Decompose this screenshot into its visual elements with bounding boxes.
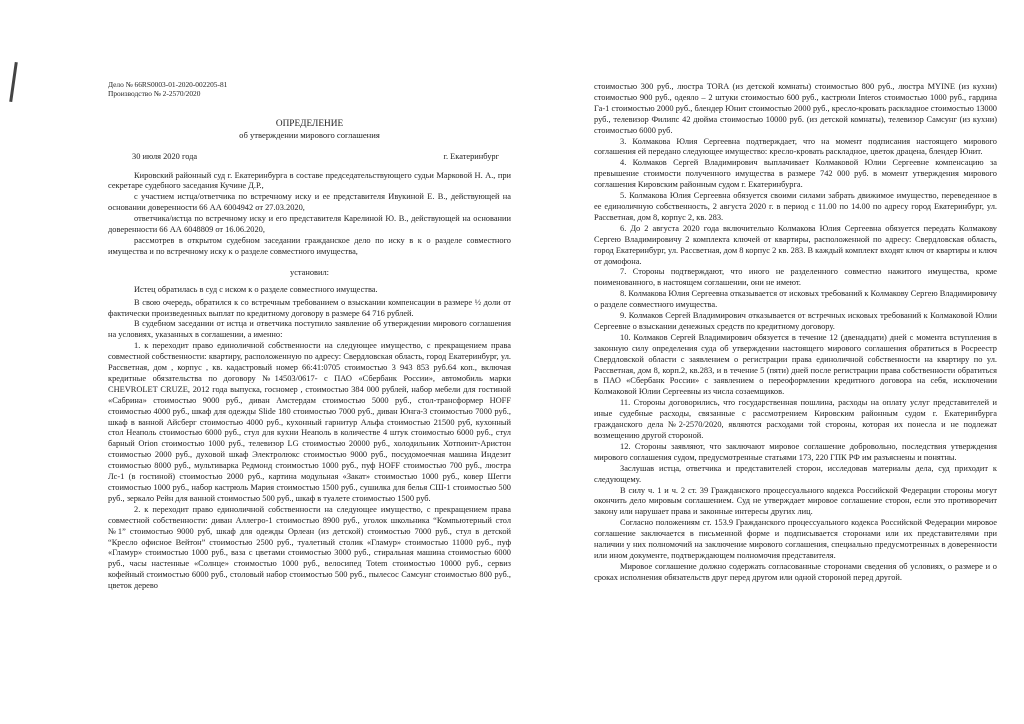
term-2-continuation: стоимостью 300 руб., люстра TORA (из детской комнаты) стоимостью 800 руб., люстра MYINE (из кухни) стоимостью 900 руб., одеяло – 2 штуки стоимостью 600 руб., кастрюли Interos стоимостью 1000 руб., гардина Га-1 стоимостью 2000 руб., блендер Юнит стоимостью 2000 руб., кресло-кровать раскладное стоимостью 13000 руб., телевизор Филипс 42 дюйма стоимостью 10000 руб. (из детской комнаты), телевизор Самсунг (из кухни) стоимостью 6000 руб. (594, 82, 997, 135)
defendant-representation: ответчика/истца по встречному иску и его представителя Карелиной Ю. В., действующей на основании доверенности 66 АА 6048809 от 16.06.2020, (108, 214, 511, 235)
document-subtitle: об утверждении мирового соглашения (239, 129, 380, 140)
settlement-content-paragraph: Мировое соглашение должно содержать согласованные сторонами сведения об условиях, о размере и о сроках исполнения обязательств друг перед другом или одной стороной перед другой. (594, 561, 997, 582)
section-heading: установил: (290, 267, 329, 277)
page-right (594, 82, 997, 584)
law-article-39-paragraph: В силу ч. 1 и ч. 2 ст. 39 Гражданского процессуального кодекса Российской Федерации стороны могут окончить дело мировым соглашением. Суд не утверждает мировое соглашение сторон, если это противоречит закону или нарушает права и законные интересы других лиц. (594, 485, 997, 517)
counterclaim-paragraph: В свою очередь, обратился к со встречным требованием о взыскании компенсации в размере ½ доли от фактически произведенных выплат по кредитному договору в размере 64 716 рублей. (108, 297, 511, 318)
case-description: рассмотрев в открытом судебном заседании гражданское дело по иску в к о разделе совместного имущества и по встречному иску к о разделе совместного имущества, (108, 235, 511, 256)
court-composition: Кировский районный суд г. Екатеринбурга в составе председательствующего судьи Марковой Н. А., при секретаре судебного заседания Кучине Д.Р., (108, 170, 511, 191)
term-9-paragraph: 9. Колмаков Сергей Владимирович отказывается от встречных исковых требований к Колмаковой Юлии Сергеевне о взыскании денежных средств по кредитному договору. (594, 311, 997, 331)
document-city: г. Екатеринбург (443, 151, 499, 161)
term-3-paragraph: 3. Колмакова Юлия Сергеевна подтверждает, что на момент подписания настоящего мирового соглашения ей передано следующее имущество: кресло-кровать раскладное, цветок драцена, блендер Юнит. (594, 136, 997, 157)
plaintiff-representation: с участием истца/ответчика по встречному иску и ее представителя Ивукиной Е. В., действующей на основании доверенности 66 АА 6004942 от 27.03.2020, (108, 192, 511, 213)
term-7-paragraph: 7. Стороны подтверждают, что иного не разделенного совместно нажитого имущества, кроме поименованного, в настоящем соглашении, они не имеют. (594, 267, 997, 288)
term-11-paragraph: 11. Стороны договорились, что государственная пошлина, расходы на оплату услуг представителей и иные судебные расходы, связанные с рассмотрением Кировским районным судом г. Екатеринбурга гражданского дела №2-2570/2020, являются расходами той стороны, которая их понесла и не подлежат возмещению другой стороной. (594, 398, 997, 440)
document-title: ОПРЕДЕЛЕНИЕ (275, 118, 344, 129)
hearing-paragraph: Заслушав истца, ответчика и представителей сторон, исследовав материалы дела, суд приходит к следующему. (594, 463, 997, 484)
term-5-paragraph: 5. Колмакова Юлия Сергеевна обязуется своими силами забрать движимое имущество, переведенное в ее единоличную собственность, 2 августа 2020 г. в период с 11.00 по 14.00 по адресу город Екатеринбург, ул. Рассветная, дом 8, корпус 2, кв. 283. (594, 191, 997, 222)
term-8-paragraph: 8. Колмакова Юлия Сергеевна отказывается от исковых требований к Колмакову Сергею Владимировичу о разделе совместного имущества. (594, 289, 997, 310)
date-city-row (108, 152, 511, 163)
term-6-paragraph: 6. До 2 августа 2020 года включительно Колмакова Юлия Сергеевна обязуется передать Колмакову Сергею Владимировичу 2 комплекта ключей от квартиры, расположенной по адресу: Свердловская область, город Екатеринбург, ул. Рассветная, дом 8 корпус 2 кв. 283. В каждый комплект входят ключ от квартиры и ключ от домофона. (594, 223, 997, 266)
scan-pen-mark (9, 62, 18, 102)
document-date: 30 июля 2020 года (132, 151, 198, 161)
term-4-paragraph: 4. Колмаков Сергей Владимирович выплачивает Колмаковой Юлии Сергеевне компенсацию за превышение стоимости полученного имущества в размере 742 000 руб. в момент утверждения мирового соглашения Кировским районным судом г. Екатеринбурга. (594, 158, 997, 190)
term-10-paragraph: 10. Колмаков Сергей Владимирович обязуется в течение 12 (двенадцати) дней с момента вступления в законную силу определения суда об утверждении настоящего мирового соглашения обратиться в Росреестр Свердловской области с заявлением о регистрации права единоличной собственности на квартиру по ул. Рассветная, дом 8, корп.2, кв.283, и в течение 5 (пяти) дней после регистрации права собственности обратиться в ПАО «Сбербанк России» с заявлением о переоформлении кредитного договора на себя, исключении Колмаковой Юлии Сергеевны из числа созаемщиков. (594, 332, 997, 397)
page-left (108, 80, 511, 592)
proceeding-number: Производство № 2-2570/2020 (108, 89, 201, 99)
case-number: Дело № 66RS0003-01-2020-002205-81 (108, 80, 228, 89)
term-12-paragraph: 12. Стороны заявляют, что заключают мировое соглашение добровольно, последствия утверждения мирового соглашения судом, предусмотренные статьями 173, 220 ГПК РФ им разъяснены и понятны. (594, 441, 997, 462)
term-1-paragraph: 1. к переходит право единоличной собственности на следующее имущество, с прекращением права совместной собственности: квартиру, расположенную по адресу: Свердловская область, город Екатеринбург, ул. Рассветная, дом , корпус , кв. кадастровый номер 66:41:0705 стоимостью 3 943 853 руб.64 коп., включая кредитные обязательства по договору №14503/0617- с ПАО «Сбербанк России», автомобиль марки CHEVROLET CRUZE, 2012 года выпуска, госномер , стоимостью 384 000 рублей, набор мебели для гостиной «Сабрина» стоимостью 9000 руб., диван Амстердам стоимостью 5000 руб., стол-трансформер HOFF стоимостью 4000 руб., шкаф для одежды Slide 180 стоимостью 7000 руб., диван Юнга-3 стоимостью 7000 руб., шкаф в ванной Айсберг стоимостью 4000 руб., кухонный гарнитур Альфа стоимостью 21500 руб, кухонный стол Неаполь стоимостью 6000 руб., стул для кухни Неаполь в количестве 4 штук стоимостью 6000 руб., стул барный Orion стоимостью 1000 руб., телевизор LG стоимостью 20000 руб., холодильник Хотпоинт-Аристон стоимостью 2000 руб., духовой шкаф Электролюкс стоимостью 9000 руб., посудомоечная машина Индезит стоимостью 8000 руб., мультиварка Редмонд стоимостью 1000 руб., пуф HOFF стоимостью 700 руб., люстра Лс-1 (в гостиной) стоимостью 2000 руб., картина модульная «Закат» стоимостью 1000 руб., ковер Шегги стоимостью 1000 руб., набор кастрюль Мария стоимостью 1500 руб., сушилка для белья СШ-1 стоимостью 500 руб., зеркало Рейн для ванной стоимостью 500 руб., шкаф в туалете стоимостью 1500 руб. (108, 341, 511, 503)
claim-paragraph: Истец обратилась в суд с иском к о разделе совместного имущества. (134, 284, 378, 294)
term-2-paragraph: 2. к переходит право единоличной собственности на следующее имущество, с прекращением права совместной собственности: диван Аллегро-1 стоимостью 8900 руб., уголок школьника “Компьютерный стол №1” стоимостью 9000 руб, шкаф для одежды Орлеан (из детской) стоимостью 7000 руб., стул в детской “Кресло офисное Вейтон” стоимостью 2500 руб., туалетный столик «Гламур» стоимостью 11000 руб., пуф «Гламур» стоимостью 1000 руб., ваза с цветами стоимостью 3000 руб., стиральная машина стоимостью 6000 руб., часы настенные «Солнце» стоимостью 1000 руб., велосипед Totem стоимостью 10000 руб., сервиз кофейный стоимостью 6000 руб., столовый набор стоимостью 500 руб., пылесос Самсунг стоимостью 800 руб., цветок дерево (108, 504, 511, 591)
law-article-153-9-paragraph: Согласно положениям ст. 153.9 Гражданского процессуального кодекса Российской Федерации мировое соглашение заключается в письменной форме и подписывается сторонами или их представителями при наличии у них полномочий на заключение мирового соглашения, специально предусмотренных в доверенности или ином документе, подтверждающем полномочия представителя. (594, 518, 997, 560)
settlement-request-paragraph: В судебном заседании от истца и ответчика поступило заявление об утверждении мирового соглашения на условиях, указанных в соглашении, а именно: (108, 319, 511, 340)
